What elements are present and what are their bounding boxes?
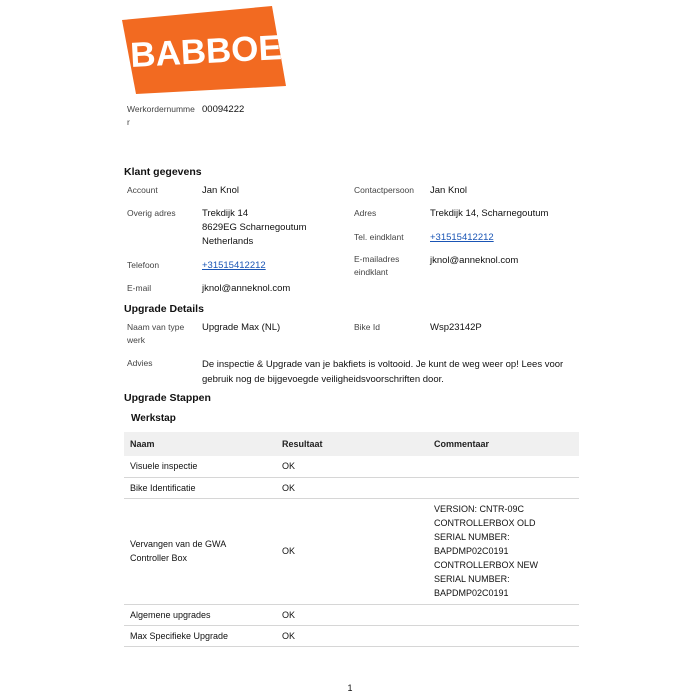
cell-resultaat: OK	[276, 456, 428, 477]
overig-adres-line3: Netherlands	[202, 236, 254, 247]
cell-commentaar	[428, 625, 579, 646]
page-number: 1	[347, 683, 353, 693]
account-label: Account	[127, 185, 158, 195]
upgrade-details-heading: Upgrade Details	[124, 303, 204, 315]
bike-id-value: Wsp23142P	[430, 322, 482, 333]
cell-naam: Vervangen van de GWA Controller Box	[124, 498, 276, 604]
account-value: Jan Knol	[202, 185, 239, 196]
overig-adres-line2: 8629EG Scharnegoutum	[202, 222, 307, 233]
advies-value: De inspectie & Upgrade van je bakfiets is voltooid. Je kunt de weg weer op! Lees voor gebruik nog de bijgevoegde veiligheidsvoorschriften door.	[202, 359, 564, 385]
cell-naam: Bike Identificatie	[124, 477, 276, 498]
telefoon-label: Telefoon	[127, 260, 160, 270]
cell-resultaat: OK	[276, 604, 428, 625]
column-header-naam: Naam	[124, 432, 276, 456]
email-value: jknol@anneknol.com	[202, 283, 291, 294]
cell-naam: Visuele inspectie	[124, 456, 276, 477]
table-header-row	[124, 432, 579, 456]
cell-commentaar	[428, 477, 579, 498]
cell-resultaat: OK	[276, 498, 428, 604]
table-row	[124, 625, 579, 646]
column-header-resultaat: Resultaat	[276, 432, 428, 456]
email-label: E-mail	[127, 283, 152, 293]
email-eindklant-label: E-mailadres eindklant	[354, 254, 400, 277]
email-eindklant-value: jknol@anneknol.com	[430, 255, 519, 266]
overig-adres-label: Overig adres	[127, 208, 176, 218]
table-row	[124, 604, 579, 625]
workorder-value: 00094222	[202, 104, 245, 115]
adres-label: Adres	[354, 208, 377, 218]
cell-resultaat: OK	[276, 477, 428, 498]
advies-label: Advies	[127, 358, 153, 368]
type-werk-value: Upgrade Max (NL)	[202, 322, 281, 333]
type-werk-label: Naam van type werk	[127, 322, 185, 345]
werkstap-table	[124, 432, 579, 647]
adres-value: Trekdijk 14, Scharnegoutum	[430, 208, 549, 219]
klant-gegevens-heading: Klant gegevens	[124, 166, 202, 178]
cell-naam: Algemene upgrades	[124, 604, 276, 625]
workorder-label: Werkordernummer	[127, 104, 195, 127]
cell-commentaar	[428, 604, 579, 625]
table-row	[124, 477, 579, 498]
column-header-commentaar: Commentaar	[428, 432, 579, 456]
babboe-logo	[122, 6, 286, 94]
contact-label: Contactpersoon	[354, 185, 415, 195]
logo-text: BABBOE	[129, 28, 283, 75]
cell-naam: Max Specifieke Upgrade	[124, 625, 276, 646]
upgrade-stappen-heading: Upgrade Stappen	[124, 392, 211, 404]
cell-commentaar	[428, 456, 579, 477]
tel-eindklant-label: Tel. eindklant	[354, 232, 404, 242]
werkstap-heading: Werkstap	[131, 413, 176, 424]
contact-value: Jan Knol	[430, 185, 467, 196]
telefoon-link[interactable]: +31515412212	[202, 260, 266, 271]
cell-resultaat: OK	[276, 625, 428, 646]
overig-adres-line1: Trekdijk 14	[202, 208, 249, 219]
cell-commentaar: VERSION: CNTR-09C CONTROLLERBOX OLD SERIAL NUMBER: BAPDMP02C0191 CONTROLLERBOX NEW SERIAL NUMBER: BAPDMP02C0191	[428, 498, 579, 604]
bike-id-label: Bike Id	[354, 322, 380, 332]
tel-eindklant-link[interactable]: +31515412212	[430, 232, 494, 243]
table-row	[124, 498, 579, 604]
table-row	[124, 456, 579, 477]
